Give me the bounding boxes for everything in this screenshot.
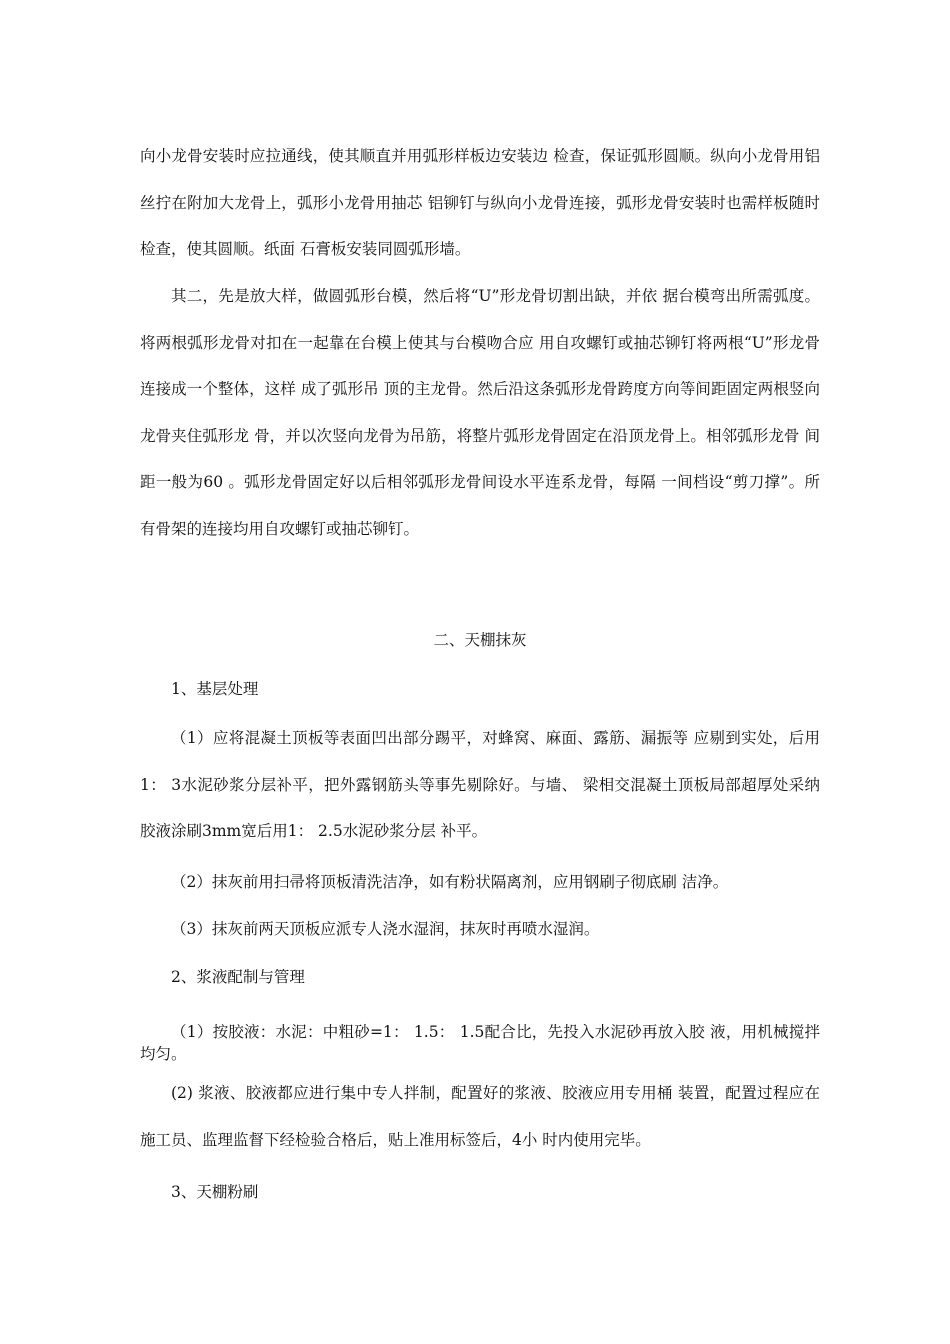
subheading-base-treatment: 1、基层处理 <box>171 680 259 698</box>
paragraph-item-1-3: （3）抹灰前两天顶板应派专人浇水湿润，抹灰时再喷水湿润。 <box>171 920 600 938</box>
subheading-slurry-prep: 2、浆液配制与管理 <box>171 968 305 986</box>
paragraph-item-2-2: (2) 浆液、胶液都应进行集中专人拌制，配置好的浆液、胶液应用专用桶 装置，配置过程应在施工员、监理监督下经检验合格后，贴上准用标签后，4小 时内使用完毕。 <box>140 1084 820 1149</box>
paragraph-item-1-2: （2）抹灰前用扫帚将顶板清洗洁净，如有粉状隔离剂，应用钢刷子彻底刷 洁净。 <box>171 873 729 891</box>
paragraph-arc-ceiling-install: 向小龙骨安装时应拉通线，使其顺直并用弧形样板边安装边 检查，保证弧形圆顺。纵向小龙骨用铝丝拧在附加大龙骨上，弧形小龙骨用抽芯 铝铆钉与纵向小龙骨连接，弧形龙骨安装时也需样板随时检查，使其圆顺。纸面 石膏板安装同圆弧形墙。 <box>140 147 820 259</box>
subheading-ceiling-plastering: 3、天棚粉刷 <box>171 1183 259 1201</box>
paragraph-item-2-1: （1）按胶液：水泥：中粗砂=1： 1.5： 1.5配合比，先投入水泥砂再放入胶 液，用机械搅拌均匀。 <box>140 1023 820 1063</box>
paragraph-method-two: 其二，先是放大样，做圆弧形台模，然后将“U”形龙骨切割出缺，并依 据台模弯出所需弧度。将两根弧形龙骨对扣在一起靠在台模上使其与台模吻合应 用自攻螺钉或抽芯铆钉将两根“U”形龙骨连接成一个整体，这样 成了弧形吊 顶的主龙骨。然后沿这条弧形龙骨跨度方向等间距固定两根竖向龙骨夹住弧形龙 骨，并以次竖向龙骨为吊筋，将整片弧形龙骨固定在沿顶龙骨上。相邻弧形龙骨 间距一般为60 。弧形龙骨固定好以后相邻弧形龙骨间设水平连系龙骨，每隔 一间档设“剪刀撑”。所有骨架的连接均用自攻螺钉或抽芯铆钉。 <box>140 287 820 538</box>
paragraph-item-1-1: （1）应将混凝土顶板等表面凹出部分踢平，对蜂窝、麻面、露筋、漏振等 应剔到实处，后用1： 3水泥砂浆分层补平，把外露钢筋头等事先剔除好。与墙、 梁相交混凝土顶板局部超厚处采纳胶液涂刷3mm宽后用1： 2.5水泥砂浆分层 补平。 <box>140 729 820 841</box>
section-heading-ceiling-plaster: 二、天棚抹灰 <box>433 631 527 649</box>
